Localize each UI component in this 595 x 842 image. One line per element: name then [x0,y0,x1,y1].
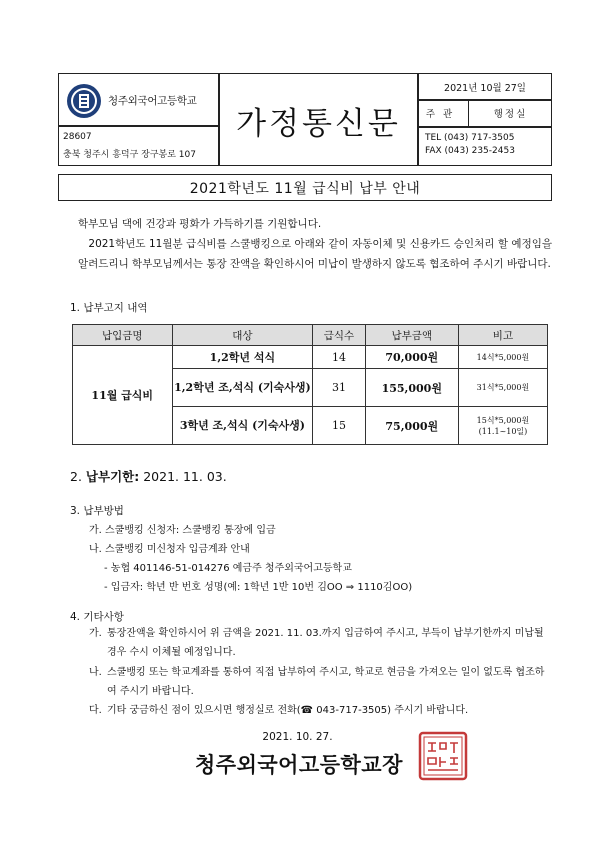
issue-date: 2021년 10월 27일 [444,83,526,94]
intro-body-text: 2021학년도 11월분 급식비를 스쿨뱅킹으로 아래와 같이 자동이체 및 신용카드 승인처리 할 예정임을 알려드리니 학부모님께서는 통장 잔액을 확인하시어 미납이 발생하지 않도록 협조하여 주시기 바랍니다. [78,238,552,270]
section1-title: 1. 납부고지 내역 [70,302,148,314]
deadline-value: 2021. 11. 03. [143,469,227,484]
fee-table [72,324,548,445]
section4-title: 4. 기타사항 [70,611,124,623]
notice-marker: 나. [89,667,102,678]
intro-body [78,234,552,274]
depositor-format: - 입금자: 학년 반 번호 성명(예: 1학년 1반 10번 김OO ⇒ 1110김OO) [104,582,413,593]
section3-title: 3. 납부방법 [70,505,124,517]
telephone: TEL (043) 717-3505 [425,133,515,143]
item-cell: 11월 급식비 [73,346,173,445]
header-item: 납입금명 [73,325,173,346]
notice-marker: 다. [89,705,102,716]
notice-item-c [89,701,551,720]
notice-item-b [89,663,551,701]
table-row [73,346,548,369]
principal-name: 청주외국어고등학교장 [195,752,403,777]
target-cell: 1,2학년 조,석식 (기숙사생) [172,369,313,407]
department-value: 행정실 [493,109,528,120]
header-amount: 납부금액 [365,325,458,346]
header-note: 비고 [458,325,547,346]
deadline-label: 납부기한: [85,469,140,484]
header-target: 대상 [172,325,313,346]
section2-deadline [70,467,227,485]
note-cell [458,369,547,407]
table-header-row [73,325,548,346]
payment-method-b: 나. 스쿨뱅킹 미신청자 입금계좌 안내 [89,544,250,555]
note-subtext: (11.1~10일) [478,426,528,436]
section2-number: 2. [70,469,82,484]
notice-text: 스쿨뱅킹 또는 학교계좌를 통하여 직접 납부하여 주시고, 학교로 현금을 가져오는 일이 없도록 협조하여 주시기 바랍니다. [107,667,545,697]
note-text: 31식*5,000원 [476,383,530,392]
bank-account: - 농협 401146-51-014276 예금주 청주외국어고등학교 [104,563,352,574]
department-label: 주관 [425,109,461,120]
amount-cell: 75,000원 [365,407,458,445]
document-title: 가정통신문 [236,106,401,142]
postal-code: 28607 [63,132,92,142]
school-address: 충북 청주시 흥덕구 장구봉로 107 [63,150,196,160]
count-cell: 31 [313,369,365,407]
note-cell [458,407,547,445]
amount-cell: 155,000원 [365,369,458,407]
note-cell [458,346,547,369]
target-cell: 1,2학년 석식 [172,346,313,369]
intro-greeting: 학부모님 댁에 건강과 평화가 가득하기를 기원합니다. [78,218,322,230]
school-logo-icon [66,83,102,119]
notice-text: 통장잔액을 확인하시어 위 금액을 2021. 11. 03.까지 입금하여 주시고, 부득이 납부기한까지 미납될 경우 수시 이체될 예정입니다. [107,628,544,658]
target-cell: 3학년 조,석식 (기숙사생) [172,407,313,445]
fax-number: FAX (043) 235-2453 [425,146,515,156]
official-seal-icon [418,731,468,781]
notice-item-a [89,624,551,662]
notice-text: 기타 궁금하신 점이 있으시면 행정실로 전화(☎ 043-717-3505) 주시기 바랍니다. [107,705,469,716]
amount-cell: 70,000원 [365,346,458,369]
payment-method-a: 가. 스쿨뱅킹 신청자: 스쿨뱅킹 통장에 입금 [89,525,276,536]
subject-title: 2021학년도 11월 급식비 납부 안내 [189,181,421,197]
school-name: 청주외국어고등학교 [108,95,197,107]
notice-marker: 가. [89,628,102,639]
count-cell: 15 [313,407,365,445]
note-text: 14식*5,000원 [476,352,530,362]
sign-date: 2021. 10. 27. [262,731,333,743]
note-text: 15식*5,000원 [476,415,530,425]
header-count: 급식수 [313,325,365,346]
count-cell: 14 [313,346,365,369]
